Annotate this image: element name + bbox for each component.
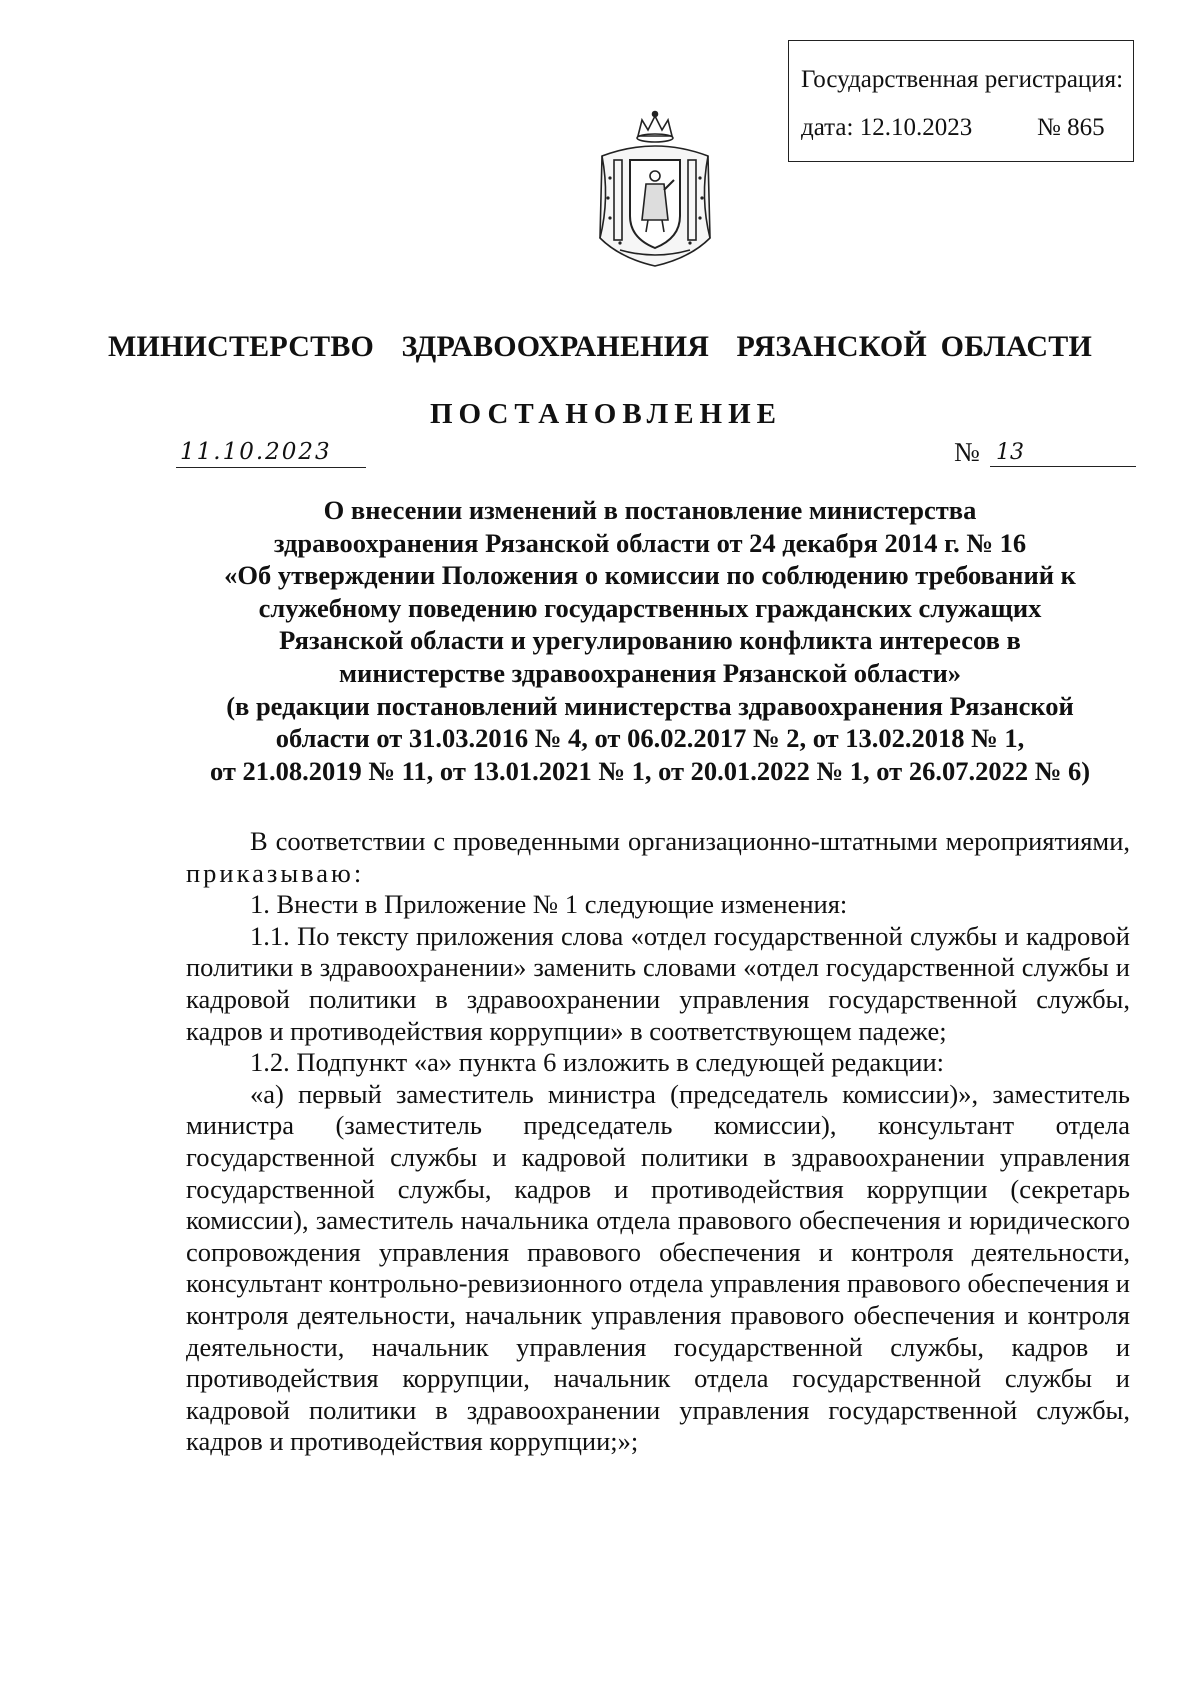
item-1: 1. Внести в Приложение № 1 следующие изменения: <box>250 889 848 920</box>
intro-text: В соответствии с проведенными организационно-штатными мероприятиями, <box>250 826 1130 856</box>
registration-number: № 865 <box>1037 114 1105 141</box>
title-line: здравоохранения Рязанской области от 24 декабря 2014 г. № 16 <box>273 527 1027 558</box>
registration-title: Государственная регистрация: <box>801 66 1124 93</box>
intro-paragraph <box>186 826 1130 889</box>
item-1-1: 1.1. По тексту приложения слова «отдел государственной службы и кадровой политики в здравоохранении» заменить словами «отдел государственной службы и кадровой политики в здравоохранении управления государственной службы, кадров и противодействия коррупции» в соответствующем падеже; <box>186 920 1130 1046</box>
handwritten-number: 13 <box>990 440 1136 467</box>
title-line: от 21.08.2019 № 11, от 13.01.2021 № 1, от 20.01.2022 № 1, от 26.07.2022 № 6) <box>209 755 1091 786</box>
title-line: Рязанской области и урегулированию конфликта интересов в <box>279 625 1021 656</box>
item-1-2-text: «а) первый заместитель министра (председатель комиссии)», заместитель министра (заместитель председатель комиссии), консультант отдела государственной службы и кадровой политики в здравоохранении управления государственной службы, кадров и противодействия коррупции (секретарь комиссии), заместитель начальника отдела правового обеспечения и юридического сопровождения управления правового обеспечения и контроля деятельности, консультант контрольно-ревизионного отдела управления правового обеспечения и контроля деятельности, начальник управления правового обеспечения и контроля деятельности, начальник управления государственной службы, кадров и противодействия коррупции, начальник отдела государственной службы и кадровой политики в здравоохранении управления государственной службы, кадров и противодействия коррупции;»; <box>186 1078 1130 1457</box>
item-1-2: 1.2. Подпункт «а» пункта 6 изложить в следующей редакции: <box>250 1047 944 1078</box>
handwritten-date: 11.10.2023 <box>176 439 366 468</box>
title-line: министерстве здравоохранения Рязанской области» <box>339 657 961 688</box>
intro-colon: : <box>353 857 362 888</box>
title-line: О внесении изменений в постановление министерства <box>323 495 977 525</box>
order-word: приказываю <box>186 857 354 888</box>
title-line: (в редакции постановлений министерства здравоохранения Рязанской <box>226 690 1074 721</box>
document-title <box>170 494 1130 787</box>
title-line: «Об утверждении Положения о комиссии по соблюдению требований к <box>224 560 1076 591</box>
document-type: ПОСТАНОВЛЕНИЕ <box>429 398 782 430</box>
registration-date: дата: 12.10.2023 <box>801 114 973 141</box>
title-line: области от 31.03.2016 № 4, от 06.02.2017 № 2, от 13.02.2018 № 1, <box>275 723 1025 754</box>
document-body <box>186 826 1130 1458</box>
ministry-name: МИНИСТЕРСТВО ЗДРАВООХРАНЕНИЯ РЯЗАНСКОЙ ОБЛАСТИ <box>107 330 1093 363</box>
document-number-label: № <box>954 437 980 467</box>
title-line: служебному поведению государственных гражданских служащих <box>258 592 1042 623</box>
ryazan-coat-of-arms-icon <box>580 108 730 268</box>
registration-stamp <box>788 40 1134 162</box>
